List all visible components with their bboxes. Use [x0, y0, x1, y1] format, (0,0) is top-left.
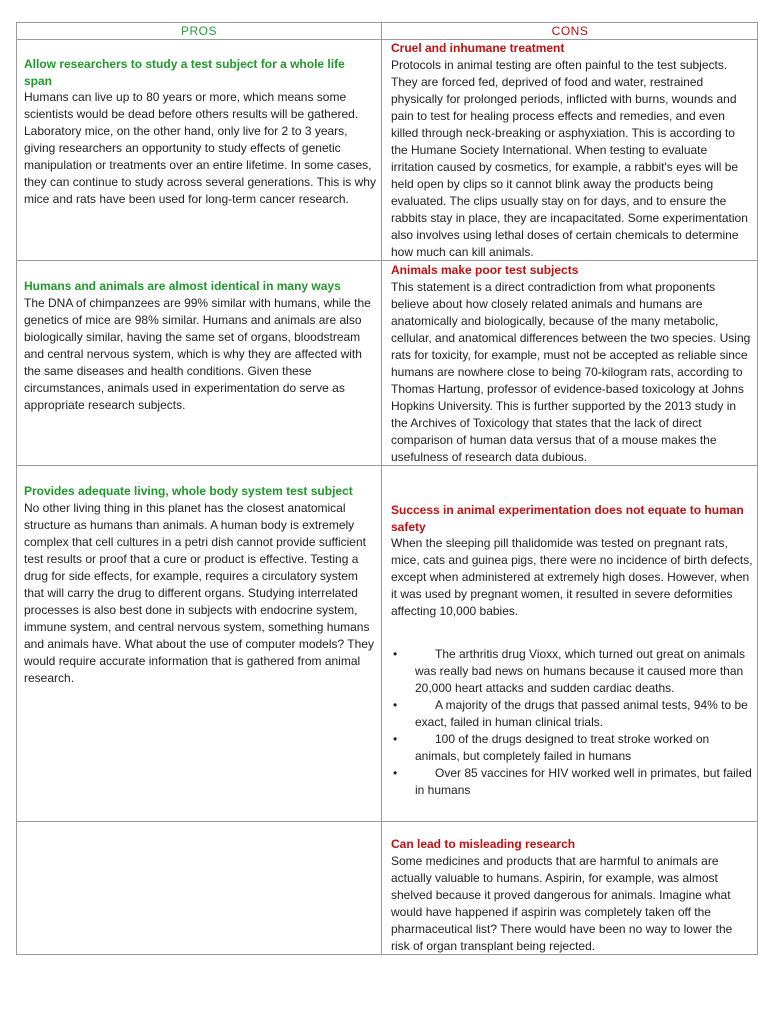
bullet-icon: • [393, 766, 398, 780]
con-title: Success in animal experimentation does not equate to human safety [391, 503, 744, 534]
pro-cell-whole-body [24, 483, 376, 687]
pro-cell-lifespan [24, 56, 376, 208]
bullet-icon: • [393, 698, 398, 712]
pro-body: The DNA of chimpanzees are 99% similar with humans, while the genetics of mice are 98% similar. Humans and animals are also biologically similar, having the same set of organs, bloodstream and central nervous system, which is why they are affected with the same diseases and health conditions. Given these circumstances, animals used in experimentation do serve as appropriate research subjects. [24, 295, 371, 412]
con-cell-human-safety [391, 502, 753, 799]
pro-title: Allow researchers to study a test subject for a whole life span [24, 57, 345, 88]
list-item: • 100 of the drugs designed to treat stroke worked on animals, but completely failed in humans [393, 732, 710, 763]
con-title: Can lead to misleading research [391, 837, 576, 851]
failure-examples-list [391, 646, 753, 799]
con-cell-cruelty [391, 40, 753, 261]
con-cell-poor-subjects [391, 262, 753, 466]
con-body: Protocols in animal testing are often painful to the test subjects. They are forced fed, deprived of food and water, restrained physically for prolonged periods, inflicted with burns, wounds and pain to test for healing process effects and remedies, and even killed through neck-breaking or asphyxiation. This is according to the Humane Society International. When testing to evaluate irritation caused by cosmetics, for example, a rabbit's eyes will be held open by clips so it cannot blink away the products being evaluated. The clips usually stay on for days, and to ensure the rabbits stay in place, they are incapacitated. Some experimentation also involves using lethal doses of certain chemicals to determine how much can kill animals. [391, 57, 748, 259]
con-cell-misleading [391, 836, 753, 955]
list-item: • Over 85 vaccines for HIV worked well in primates, but failed in humans [393, 766, 752, 797]
list-item: • A majority of the drugs that passed animal tests, 94% to be exact, failed in human clinical trials. [393, 698, 748, 729]
row-divider [16, 821, 758, 822]
con-title: Cruel and inhumane treatment [391, 41, 565, 55]
bullet-icon: • [393, 732, 398, 746]
pro-body: Humans can live up to 80 years or more, which means some scientists would be dead before others results will be gathered. Laboratory mice, on the other hand, only live for 2 to 3 years, giving researchers an opportunity to study effects of genetic manipulation or treatments over an entire lifetime. In some cases, they can continue to study across several generations. This is why mice and rats have been used for long-term cancer research. [24, 90, 376, 206]
con-title: Animals make poor test subjects [391, 263, 579, 277]
list-item: • The arthritis drug Vioxx, which turned out great on animals was really bad news on humans because it caused more than 20,000 heart attacks and sudden cardiac deaths. [393, 647, 745, 695]
pro-title: Provides adequate living, whole body system test subject [24, 484, 353, 498]
pro-body: No other living thing in this planet has the closest anatomical structure as humans than animals. A human body is extremely complex that cell cultures in a petri dish cannot provide sufficient test results or proof that a cure or product is effective. Testing a drug for side effects, for example, requires a circulatory system that will carry the drug to different organs. Studying interrelated processes is also best done in subjects with endocrine system, immune system, and central nervous system, something humans and animals have. What about the use of computer models? They would require accurate information that is gathered from animal research. [24, 500, 374, 685]
con-body: Some medicines and products that are harmful to animals are actually valuable to humans. Aspirin, for example, was almost shelved because it proved dangerous for animals. Imagine what would have happened if aspirin was completely taken off the pharmaceutical list? There would have been no way to lower the risk of organ transplant being rejected. [391, 853, 733, 953]
column-divider [381, 22, 382, 955]
bullet-icon: • [393, 647, 398, 661]
pro-cell-similarity [24, 278, 376, 414]
pro-title: Humans and animals are almost identical in many ways [24, 279, 341, 293]
con-body: When the sleeping pill thalidomide was tested on pregnant rats, mice, cats and guinea pigs, there were no incidence of birth defects, except when administered at extremely high doses. However, when it was used by pregnant women, it resulted in severe deformities affecting 10,000 babies. [391, 536, 753, 618]
cons-header: CONS [551, 24, 589, 38]
con-body: This statement is a direct contradiction from what proponents believe about how closely related animals and humans are anatomically and biologically, because of the many metabolic, cellular, and anatomical differences between the two species. Using rats for toxicity, for example, must not be accepted as reliable since humans are nowhere close to being 70-kilogram rats, according to Thomas Hartung, professor of evidence-based toxicology at Johns Hopkins University. This is further supported by the 2013 study in the Archives of Toxicology that states that the lack of direct comparison of human data versus that of a mouse makes the usefulness of research data dubious. [391, 279, 751, 464]
pros-header: PROS [180, 24, 217, 38]
